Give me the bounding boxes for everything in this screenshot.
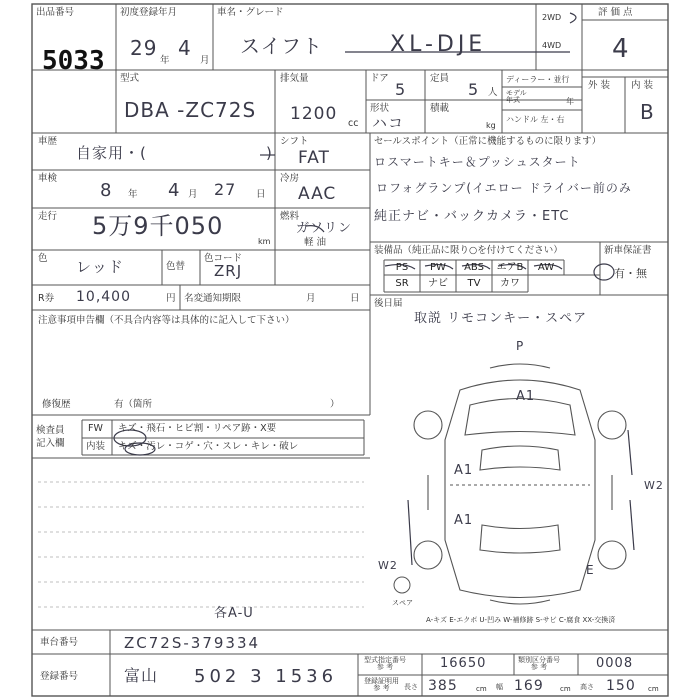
year-unit: 年 xyxy=(160,55,170,66)
color-change-label: 色替 xyxy=(166,261,186,272)
equipment-abs: ABS xyxy=(464,262,484,273)
shift-label: シフト xyxy=(280,136,309,147)
diagram-legend: A-キズ E-エクボ U-凹み W-補修跡 S-サビ C-腐食 XX-交換済 xyxy=(426,616,616,624)
doors: 5 xyxy=(395,80,407,99)
color-code-label: 色コード xyxy=(204,253,243,264)
length-value: 385 xyxy=(428,678,458,694)
first-reg-year: 29 xyxy=(130,36,158,60)
recycle-label: R券 xyxy=(38,293,55,304)
type-number-label: 型式指定番号 参 考 xyxy=(364,656,406,671)
equipment-leather: カワ xyxy=(500,278,520,289)
displacement-label: 排気量 xyxy=(280,73,309,84)
inspector-label: 検査員 記入欄 xyxy=(36,425,65,450)
repair-close: ） xyxy=(330,399,340,410)
inspector-in-label: 内装 xyxy=(86,441,106,452)
sales-points-label: セールスポイント（正常に機能するものに限ります） xyxy=(374,136,602,147)
equipment-ps: PS xyxy=(395,262,409,273)
km-unit: km xyxy=(258,237,271,246)
new-car-warranty-label: 新車保証書 xyxy=(604,245,652,256)
inspection-year-unit: 年 xyxy=(128,189,138,200)
grade: XL-DJE xyxy=(390,32,487,57)
load-label: 積載 xyxy=(430,103,450,114)
ac-label: 冷房 xyxy=(280,173,300,184)
chassis-number: ZC72S-379334 xyxy=(124,634,261,652)
drive-4wd: 4WD xyxy=(542,41,562,50)
equipment-pw: PW xyxy=(430,262,446,273)
diagram-mark-a1-top: A1 xyxy=(516,389,536,404)
new-car-warranty-options: 有・無 xyxy=(614,267,647,280)
diagram-mark-w2-right: W2 xyxy=(644,479,664,492)
diagram-mark-a1-low: A1 xyxy=(454,513,474,528)
dealer-label: ディーラー・並行 xyxy=(506,75,570,84)
reg-number: 502 3 1536 xyxy=(194,666,338,687)
repair-label: 修復歴 xyxy=(42,399,71,410)
model-year-unit: 年 xyxy=(566,97,574,106)
height-label: 高さ xyxy=(580,683,594,691)
fuel-label: 燃料 xyxy=(280,211,300,222)
first-reg-label: 初度登録年月 xyxy=(120,7,178,18)
history-value: 自家用・( xyxy=(76,144,147,162)
equipment-sr: SR xyxy=(395,278,409,289)
inspection-month: 4 xyxy=(168,180,181,201)
length-unit: cm xyxy=(476,685,487,693)
equipment-navi: ナビ xyxy=(428,278,448,289)
lot-number: 5033 xyxy=(42,46,105,76)
kg-unit: kg xyxy=(486,121,496,130)
inspector-comment: 各A-U xyxy=(214,606,254,621)
recycle-amount: 10,400 xyxy=(76,289,131,305)
history-label: 車歴 xyxy=(38,136,58,147)
attachments-label: 後日届 xyxy=(374,298,403,309)
length-label: 長さ xyxy=(404,683,418,691)
shift-value: FAT xyxy=(298,148,330,168)
equipment-label: 装備品（純正品に限り○を付けてください） xyxy=(374,245,563,256)
capacity: 5 xyxy=(468,80,480,99)
interior-score: B xyxy=(640,100,655,124)
first-reg-month: 4 xyxy=(178,36,192,60)
ac-value: AAC xyxy=(298,184,337,204)
diagram-mark-p: P xyxy=(516,339,525,353)
capacity-label: 定員 xyxy=(430,73,450,84)
width-value: 169 xyxy=(514,678,544,694)
sales-point-3: 純正ナビ・バックカメラ・ETC xyxy=(374,209,570,224)
fuel-diesel: 軽 油 xyxy=(304,237,327,248)
reg-region: 富山 xyxy=(124,666,159,685)
shape-label: 形状 xyxy=(370,103,390,114)
class-number-label: 類別区分番号 参 考 xyxy=(518,656,560,671)
handle-label: ハンドル 左・右 xyxy=(506,115,565,124)
drive-2wd: 2WD xyxy=(542,13,562,22)
inspection-day: 27 xyxy=(214,180,237,199)
model-label: 型式 xyxy=(120,73,140,84)
spare-label: スペア xyxy=(392,599,413,607)
name-change-month: 月 xyxy=(306,293,316,304)
inspection-day-unit: 日 xyxy=(256,189,266,200)
model-code: DBA -ZC72S xyxy=(124,98,257,122)
fuel-gas: ガソリン xyxy=(296,221,353,236)
repair-value: 有（箇所 xyxy=(114,399,153,410)
diagram-mark-e: E xyxy=(586,563,595,577)
name-change-day: 日 xyxy=(350,293,360,304)
notes-label: 注意事項申告欄（不具合内容等は具体的に記入して下さい） xyxy=(38,315,295,326)
diagram-mark-w2-left: W2 xyxy=(378,559,398,572)
type-number-value: 16650 xyxy=(440,656,487,671)
model-year-label: モデル 年式 xyxy=(506,89,527,104)
name-change-label: 名変通知期限 xyxy=(184,293,242,304)
mileage: 5万9千050 xyxy=(92,212,224,240)
sales-point-1: ロスマートキー＆プッシュスタート xyxy=(374,155,581,169)
sales-point-2: ロフォグランプ(イエロー ドライバー前のみ xyxy=(376,181,632,195)
chassis-label: 車台番号 xyxy=(40,637,79,648)
doors-label: ドア xyxy=(370,73,389,84)
height-unit: cm xyxy=(648,685,659,693)
month-unit: 月 xyxy=(200,55,210,66)
cc-unit: cc xyxy=(348,118,359,129)
equipment-airbag: エアB xyxy=(496,262,524,273)
inspection-month-unit: 月 xyxy=(188,189,198,200)
color-code: ZRJ xyxy=(214,262,243,280)
width-unit: cm xyxy=(560,685,571,693)
height-value: 150 xyxy=(606,678,636,694)
reg-label: 登録番号 xyxy=(40,671,79,682)
equipment-aw: AW xyxy=(537,262,555,273)
mileage-label: 走行 xyxy=(38,211,58,222)
diagram-mark-a1-mid: A1 xyxy=(454,463,474,478)
lot-label: 出品番号 xyxy=(36,7,75,18)
score-label: 評 価 点 xyxy=(598,7,633,18)
inspection-label: 車検 xyxy=(38,173,58,184)
yen-unit: 円 xyxy=(166,293,176,304)
interior-label: 内 装 xyxy=(631,80,654,91)
class-number-value: 0008 xyxy=(596,656,634,671)
color-label: 色 xyxy=(38,253,48,264)
inspector-fw-items: キズ・飛石・ヒビ割・リペア跡・X要 xyxy=(118,423,277,434)
exterior-label: 外 装 xyxy=(588,80,611,91)
cert-label: 登録証明用 参 考 xyxy=(364,677,399,692)
inspector-fw-label: FW xyxy=(88,423,103,434)
equipment-tv: TV xyxy=(467,278,481,289)
car-name: スイフト xyxy=(240,34,323,58)
attachments-content: 取説 リモコンキー・スペア xyxy=(414,311,588,326)
color-value: レッド xyxy=(76,258,124,276)
history-close: ) xyxy=(266,144,273,162)
displacement: 1200 xyxy=(290,104,338,124)
shape: ハコ xyxy=(372,114,405,132)
score: 4 xyxy=(612,34,630,64)
person-unit: 人 xyxy=(488,87,498,98)
width-label: 幅 xyxy=(496,683,503,691)
car-name-label: 車名・グレード xyxy=(217,7,284,18)
inspection-year: 8 xyxy=(100,180,113,201)
inspector-in-items: キズ・汚レ・コゲ・穴・スレ・キレ・破レ xyxy=(118,441,299,452)
